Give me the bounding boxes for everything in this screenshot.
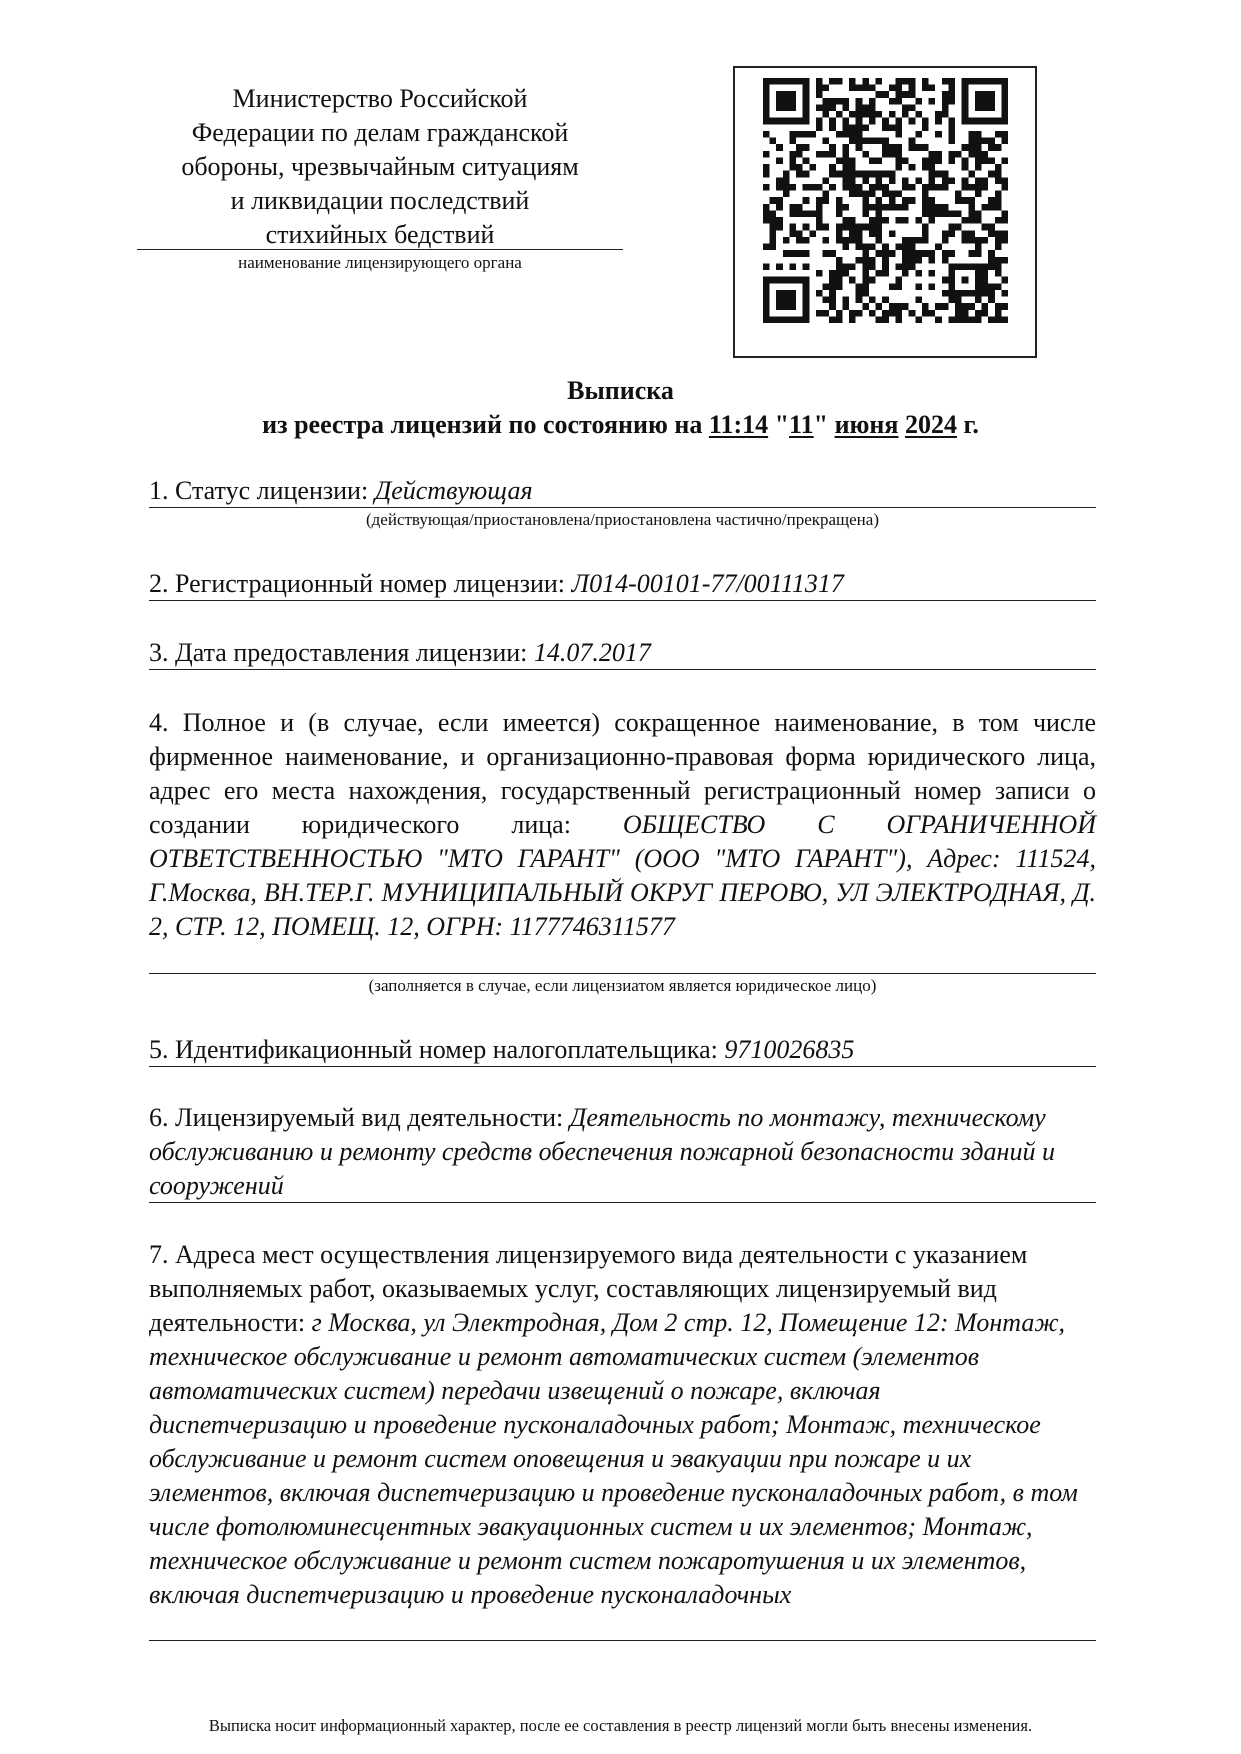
field-inn-rule [149, 1066, 1096, 1067]
field-legal-entity-rule [149, 973, 1096, 974]
field-inn [149, 1033, 1096, 1067]
field-status-label: 1. Статус лицензии: [149, 476, 369, 505]
field-reg-number-value: Л014-00101-77/00111317 [571, 569, 844, 598]
field-reg-number-rule [149, 600, 1096, 601]
field-activity-rule [149, 1202, 1096, 1203]
field-legal-entity [149, 706, 1096, 944]
footer-note: Выписка носит информационный характер, после ее составления в реестр лицензий могли быть внесены изменения. [208, 1716, 1033, 1735]
subtitle-day: 11 [789, 410, 814, 439]
qr-code-icon [763, 78, 1008, 323]
document-subtitle [0, 410, 1241, 440]
field-addresses-value: г Москва, ул Электродная, Дом 2 стр. 12, Помещение 12: Монтаж, техническое обслуживание и ремонт автоматических систем (элементов автоматических систем) передачи извещений о пожаре, включая диспетчеризацию и проведение пусконаладочных работ; Монтаж, техническое обслуживание и ремонт систем оповещения и эвакуации при пожаре и их элементов, включая диспетчеризацию и проведение пусконаладочных работ, в том числе фотолюминесцентных эвакуационных систем и их элементов; Монтаж, техническое обслуживание и ремонт систем пожаротушения и их элементов, включая диспетчеризацию и проведение пусконаладочных [149, 1308, 1078, 1609]
subtitle-prefix: из реестра лицензий по состоянию на [262, 410, 703, 439]
field-legal-entity-value: ОБЩЕСТВО С ОГРАНИЧЕННОЙ ОТВЕТСТВЕННОСТЬЮ "МТО ГАРАНТ" (ООО "МТО ГАРАНТ"), Адрес: 111524, Г.Москва, ВН.ТЕР.Г. МУНИЦИПАЛЬНЫЙ ОКРУГ ПЕРОВО, УЛ ЭЛЕКТРОДНАЯ, Д. 2, СТР. 12, ПОМЕЩ. 12, ОГРН: 1177746311577 [149, 810, 1096, 941]
field-addresses [149, 1238, 1084, 1612]
authority-line-2: Федерации по делам гражданской [191, 118, 569, 147]
field-date-rule [149, 669, 1096, 670]
authority-underline [137, 249, 623, 250]
field-activity-label: 6. Лицензируемый вид деятельности: [149, 1103, 564, 1132]
subtitle-year-suffix: г. [963, 410, 979, 439]
field-addresses-label: 7. Адреса мест осуществления лицензируемого вида деятельности с указанием выполняемых работ, оказываемых услуг, составляющих лицензируемый вид деятельности: [149, 1240, 1028, 1337]
authority-line-5: стихийных бедствий [265, 220, 495, 249]
field-activity [149, 1101, 1084, 1203]
field-status-value: Действующая [374, 476, 533, 505]
subtitle-time: 11:14 [708, 410, 769, 439]
authority-caption: наименование лицензирующего органа [238, 253, 522, 272]
licensing-authority [137, 82, 623, 252]
field-inn-value: 9710026835 [724, 1035, 855, 1064]
authority-line-3: обороны, чрезвычайным ситуациям [181, 152, 579, 181]
field-reg-number [149, 567, 1096, 601]
field-status-caption: (действующая/приостановлена/приостановлена частично/прекращена) [366, 510, 879, 529]
field-date-value: 14.07.2017 [533, 638, 651, 667]
field-legal-entity-label: 4. Полное и (в случае, если имеется) сокращенное наименование, в том числе фирменное наименование, и организационно-правовая форма юридического лица, адрес его места нахождения, государственный регистрационный номер записи о создании юридического лица: [149, 708, 1096, 839]
field-date [149, 636, 1096, 670]
subtitle-month: июня [834, 410, 899, 439]
field-date-label: 3. Дата предоставления лицензии: [149, 638, 528, 667]
subtitle-quote-open: " [774, 410, 790, 439]
authority-line-4: и ликвидации последствий [230, 186, 530, 215]
document-title: Выписка [567, 376, 674, 405]
field-reg-number-label: 2. Регистрационный номер лицензии: [149, 569, 566, 598]
field-status-rule [149, 507, 1096, 508]
field-legal-entity-caption: (заполняется в случае, если лицензиатом является юридическое лицо) [368, 976, 877, 995]
field-activity-value: Деятельность по монтажу, техническому обслуживанию и ремонту средств обеспечения пожарной безопасности зданий и сооружений [149, 1103, 1055, 1200]
subtitle-year: 2024 [904, 410, 957, 439]
field-inn-label: 5. Идентификационный номер налогоплательщика: [149, 1035, 718, 1064]
qr-code-frame [733, 66, 1037, 358]
subtitle-quote-close: " [813, 410, 829, 439]
field-status [149, 474, 1096, 508]
field-addresses-rule [149, 1640, 1096, 1641]
authority-line-1: Министерство Российской [232, 84, 528, 113]
